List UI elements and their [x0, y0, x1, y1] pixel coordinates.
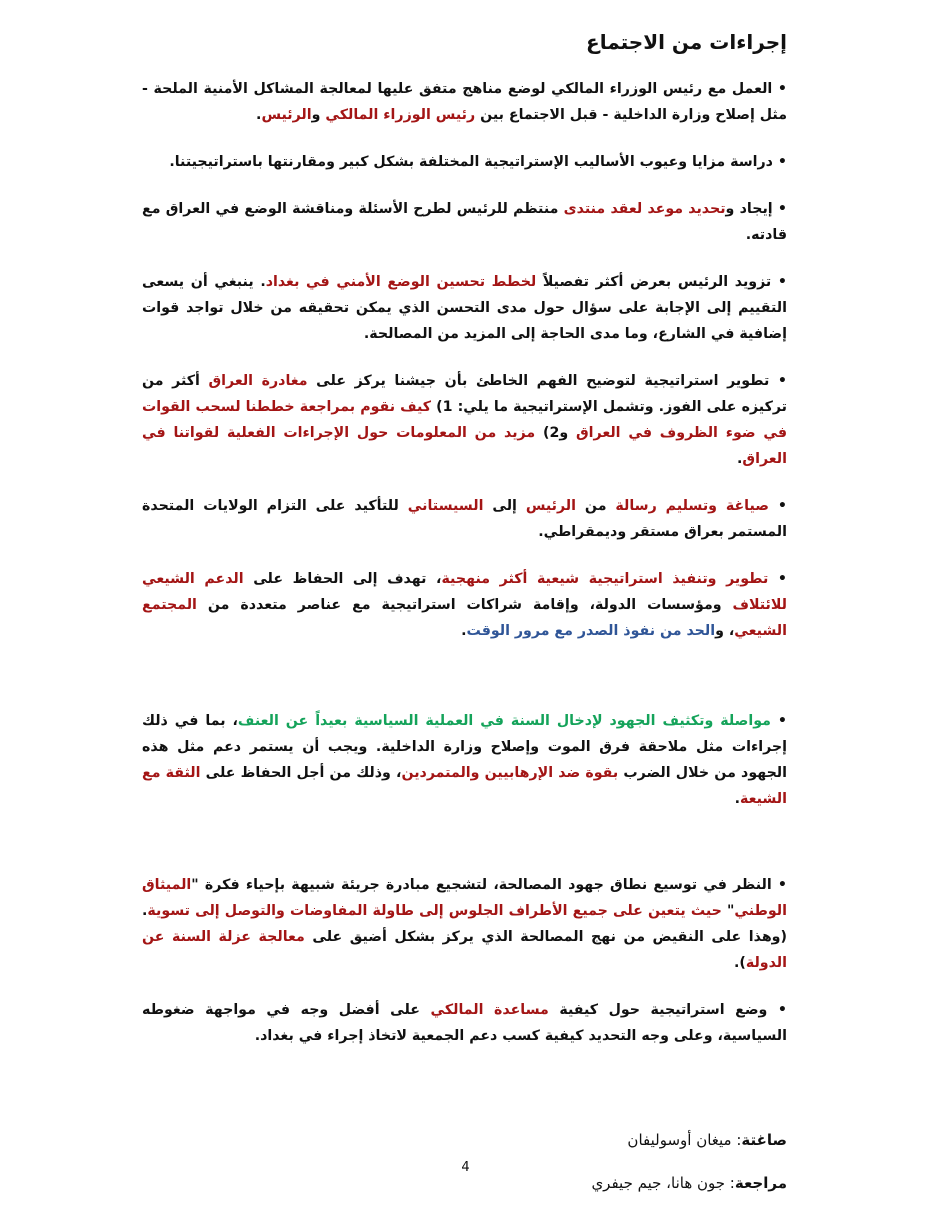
highlight-red: الرئيس — [525, 498, 577, 514]
highlight-red: صياغة وتسليم رسالة — [615, 498, 769, 514]
highlight-red: الرئيس — [261, 107, 312, 123]
highlight-red: رئيس الوزراء المالكي — [325, 107, 476, 123]
highlight-red: مزيد من المعلومات حول الإجراءات الفعلية لقواتنا في العراق — [142, 425, 787, 467]
highlight-blue: الحد من نفوذ الصدر مع مرور الوقت — [466, 623, 716, 639]
action-item-4: • تزويد الرئيس بعرض أكثر تفصيلاً لخطط تحسين الوضع الأمني في بغداد. ينبغي أن يسعى التقييم إلى الإجابة على سؤال حول مدى التحسن الذي يمكن تحقيقه من خلال تواجد قوات إضافية في الشارع، وما مدى الحاجة إلى المزيد من المصالحة. — [142, 274, 787, 342]
document-body — [142, 30, 787, 1215]
bullet-marker: • — [777, 571, 787, 587]
bullet-marker: • — [777, 201, 787, 217]
action-item-8: • مواصلة وتكثيف الجهود لإدخال السنة في العملية السياسية بعيداً عن العنف، بما في ذلك إجراءات مثل ملاحقة فرق الموت وإصلاح وزارة الداخلية. ويجب أن يستمر دعم مثل هذه الجهود من خلال الضرب بقوة ضد الإرهابيين والمتمردين، وذلك من أجل الحفاظ على الثقة مع الشيعة. — [142, 713, 787, 807]
drafted-label: صاغتة — [741, 1131, 787, 1149]
bullet-marker: • — [777, 373, 787, 389]
highlight-red: الدعم الشيعي للائتلاف — [142, 571, 787, 613]
drafted-value: : ميغان أوسوليفان — [627, 1131, 742, 1149]
action-item-9: • النظر في توسيع نطاق جهود المصالحة، لتشجيع مبادرة جريئة شبيهة بإحياء فكرة "الميثاق الوطني" حيث يتعين على جميع الأطراف الجلوس إلى طاولة المفاوضات والتوصل إلى تسوية. (وهذا على النقيض من نهج المصالحة الذي يركز بشكل أضيق على معالجة عزلة السنة عن الدولة). — [142, 877, 787, 971]
drafted-by — [142, 1129, 787, 1151]
bullet-marker: • — [777, 154, 787, 170]
action-item-2: • دراسة مزايا وعيوب الأساليب الإستراتيجية المختلفة بشكل كبير ومقارنتها باستراتيجيتنا. — [169, 154, 787, 170]
action-item-7: • تطوير وتنفيذ استراتيجية شيعية أكثر منهجية، تهدف إلى الحفاظ على الدعم الشيعي للائتلاف ومؤسسات الدولة، وإقامة شراكات استراتيجية مع عناصر متعددة من المجتمع الشيعي، والحد من نفوذ الصدر مع مرور الوقت. — [142, 571, 787, 639]
action-item-3: • إيجاد وتحديد موعد لعقد منتدى منتظم للرئيس لطرح الأسئلة ومناقشة الوضع في العراق مع قادته. — [142, 201, 787, 243]
highlight-red: الثقة مع الشيعة — [142, 765, 787, 807]
highlight-red: كيف نقوم بمراجعة خططنا لسحب القوات في ضوء الظروف في العراق — [142, 399, 788, 441]
action-item-6: • صياغة وتسليم رسالة من الرئيس إلى السيستاني للتأكيد على التزام الولايات المتحدة المستمر بعراق مستقر وديمقراطي. — [142, 498, 787, 540]
reviewed-label: مراجعة — [734, 1174, 787, 1192]
bullet-marker: • — [777, 81, 787, 97]
highlight-red: بقوة ضد الإرهابيين والمتمردين — [401, 765, 619, 781]
bullet-marker: • — [777, 877, 787, 893]
highlight-green: مواصلة وتكثيف الجهود لإدخال السنة في العملية السياسية بعيداً عن العنف — [237, 713, 771, 729]
highlight-red: مساعدة المالكي — [430, 1002, 549, 1018]
emphasis-bold: الإستراتيجية — [513, 399, 598, 415]
action-item-10: • وضع استراتيجية حول كيفية مساعدة المالكي على أفضل وجه في مواجهة ضغوطه السياسية، وعلى وجه التحديد كيفية كسب دعم الجمعية لاتخاذ إجراء في بغداد. — [142, 1002, 787, 1044]
page-title: إجراءات من الاجتماع — [586, 30, 787, 54]
bullet-marker: • — [777, 498, 787, 514]
highlight-red: المجتمع الشيعي — [142, 597, 787, 639]
highlight-red: حيث يتعين على جميع الأطراف الجلوس إلى طاولة المفاوضات والتوصل إلى تسوية — [147, 903, 722, 919]
bullet-marker: • — [777, 713, 787, 729]
highlight-red: مغادرة العراق — [208, 373, 308, 389]
highlight-red: الميثاق الوطني — [142, 877, 787, 919]
action-item-1: • العمل مع رئيس الوزراء المالكي لوضع مناهج متفق عليها لمعالجة المشاكل الأمنية الملحة - مثل إصلاح وزارة الداخلية - قبل الاجتماع بين رئيس الوزراء المالكي والرئيس. — [142, 81, 787, 123]
reviewed-by — [142, 1172, 787, 1194]
highlight-red: تطوير وتنفيذ استراتيجية شيعية أكثر منهجية — [441, 571, 769, 587]
highlight-red: تحديد موعد لعقد منتدى — [563, 201, 726, 217]
action-item-5: • تطوير استراتيجية لتوضيح الفهم الخاطئ بأن جيشنا يركز على مغادرة العراق أكثر من تركيزه على الفوز. وتشمل الإستراتيجية ما يلي: 1) كيف نقوم بمراجعة خططنا لسحب القوات في ضوء الظروف في العراق و2) مزيد من المعلومات حول الإجراءات الفعلية لقواتنا في العراق. — [142, 373, 788, 467]
highlight-red: لخطط تحسين الوضع الأمني في بغداد — [265, 274, 537, 290]
bullet-marker: • — [777, 274, 787, 290]
page-number: 4 — [461, 1160, 470, 1175]
reviewed-value: : جون هانا، جيم جيفري — [591, 1174, 735, 1192]
highlight-red: معالجة عزلة السنة عن الدولة — [142, 929, 787, 971]
bullet-marker: • — [777, 1002, 787, 1018]
highlight-red: السيستاني — [407, 498, 484, 514]
